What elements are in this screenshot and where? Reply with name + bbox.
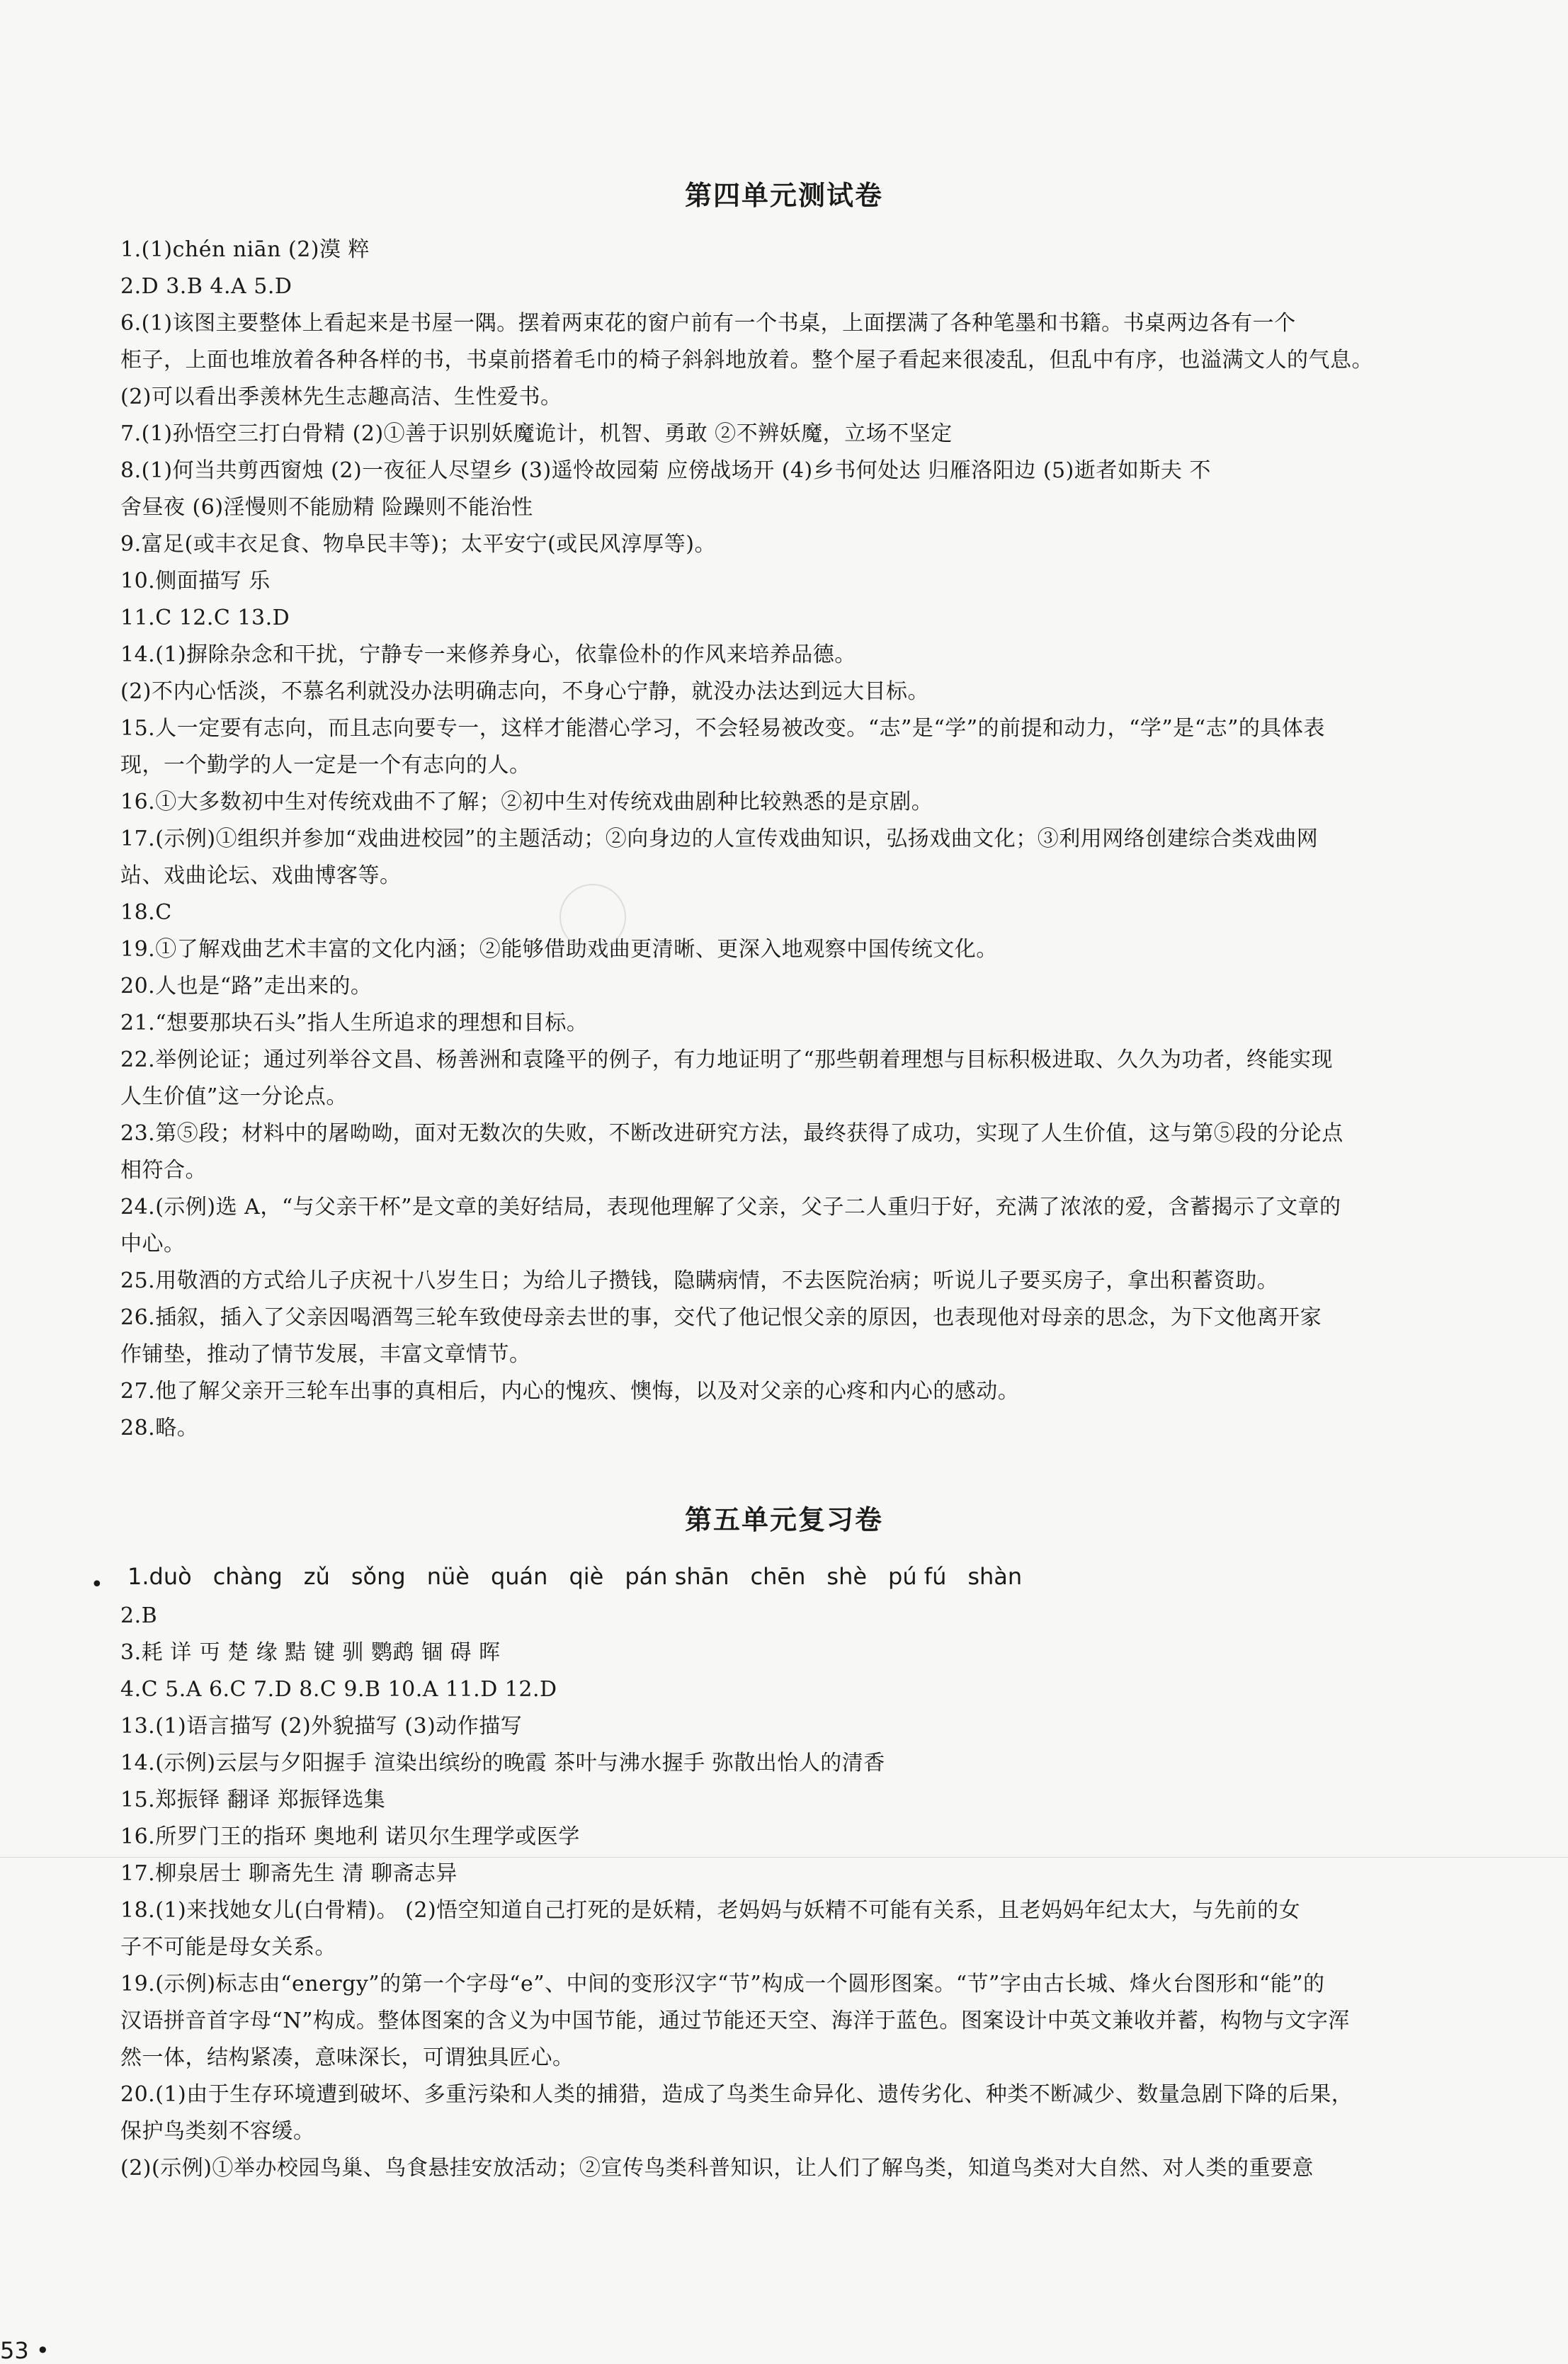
answer-line: 20.人也是“路”走出来的。 (120, 974, 373, 999)
answer-line: 27.他了解父亲开三轮车出事的真相后，内心的愧疚、懊悔，以及对父亲的心疼和内心的感动。 (120, 1379, 1020, 1404)
answer-line: 23.第⑤段；材料中的屠呦呦，面对无数次的失败，不断改进研究方法，最终获得了成功，实现了人生价值，这与第⑤段的分论点 (120, 1121, 1343, 1146)
answer-line: 18.C (120, 900, 172, 925)
answer-line: 21.“想要那块石头”指人生所追求的理想和目标。 (120, 1011, 589, 1035)
pinyin-item: nüè (426, 1563, 470, 1590)
answer-line: 9.富足(或丰衣足食、物阜民丰等)；太平安宁(或民风淳厚等)。 (120, 532, 716, 557)
section-title-unit5: 第五单元复习卷 (684, 1504, 883, 1535)
pinyin-item: chēn (750, 1563, 806, 1590)
pinyin-answer-line (127, 1562, 1043, 1591)
pinyin-item: zǔ (303, 1563, 330, 1590)
answer-line: 15.人一定要有志向，而且志向要专一，这样才能潜心学习，不会轻易被改变。“志”是“学”的前提和动力，“学”是“志”的具体表 (120, 716, 1325, 741)
answer-line: (2)可以看出季羡林先生志趣高洁、生性爱书。 (120, 385, 562, 409)
answer-line: 16.①大多数初中生对传统戏曲不了解；②初中生对传统戏曲剧种比较熟悉的是京剧。 (120, 790, 933, 814)
answer-line: 舍昼夜 (6)淫慢则不能励精 险躁则不能治性 (120, 495, 533, 520)
answer-line: 子不可能是母女关系。 (120, 1935, 336, 1960)
pinyin-item: pú fú (888, 1563, 947, 1590)
answer-line: 22.举例论证；通过列举谷文昌、杨善洲和袁隆平的例子，有力地证明了“那些朝着理想与目标积极进取、久久为功者，终能实现 (120, 1047, 1334, 1072)
answer-line: 2.B (120, 1603, 158, 1628)
answer-line: 柜子，上面也堆放着各种各样的书，书桌前搭着毛巾的椅子斜斜地放着。整个屋子看起来很凌乱，但乱中有序，也溢满文人的气息。 (120, 348, 1373, 373)
section-title-unit4: 第四单元测试卷 (684, 180, 883, 211)
answer-line: 保护鸟类刻不容缓。 (120, 2119, 315, 2144)
answer-line: (2)不内心恬淡，不慕名利就没办法明确志向，不身心宁静，就没办法达到远大目标。 (120, 679, 929, 704)
answer-line: 中心。 (120, 1232, 186, 1256)
answer-line: 相符合。 (120, 1158, 207, 1183)
answer-line: 20.(1)由于生存环境遭到破坏、多重污染和人类的捕猎，造成了鸟类生命异化、遗传劣化、种类不断减少、数量急剧下降的后果， (120, 2082, 1353, 2107)
answer-line: (2)(示例)①举办校园鸟巢、鸟食悬挂安放活动；②宣传鸟类科普知识，让人们了解鸟类，知道鸟类对大自然、对人类的重要意 (120, 2156, 1314, 2181)
answer-line: 26.插叙，插入了父亲因喝酒驾三轮车致使母亲去世的事，交代了他记恨父亲的原因，也表现他对母亲的思念，为下文他离开家 (120, 1305, 1322, 1330)
answer-line: 15.郑振铎 翻译 郑振铎选集 (120, 1788, 386, 1812)
answer-line: 2.D 3.B 4.A 5.D (120, 274, 292, 299)
margin-dot: • (91, 1572, 103, 1597)
answer-line: 14.(1)摒除杂念和干扰，宁静专一来修养身心，依靠俭朴的作风来培养品德。 (120, 642, 856, 667)
answer-line: 14.(示例)云层与夕阳握手 渲染出缤纷的晚霞 茶叶与沸水握手 弥散出怡人的清香 (120, 1751, 885, 1775)
answer-line: 现，一个勤学的人一定是一个有志向的人。 (120, 753, 531, 778)
answer-line: 18.(1)来找她女儿(白骨精)。 (2)悟空知道自己打死的是妖精，老妈妈与妖精不可能有关系，且老妈妈年纪太大，与先前的女 (120, 1898, 1301, 1923)
answer-line: 11.C 12.C 13.D (120, 606, 290, 630)
answer-line: 7.(1)孙悟空三打白骨精 (2)①善于识别妖魔诡计，机智、勇敢 ②不辨妖魔，立场不坚定 (120, 421, 953, 446)
answer-line: 站、戏曲论坛、戏曲博客等。 (120, 863, 402, 888)
watermark-stamp (559, 884, 626, 950)
pinyin-item: pán shān (625, 1563, 729, 1590)
pinyin-item: sǒng (351, 1563, 406, 1590)
answer-line: 16.所罗门王的指环 奥地利 诺贝尔生理学或医学 (120, 1824, 580, 1849)
answer-line: 10.侧面描写 乐 (120, 569, 271, 593)
pinyin-item: chàng (212, 1563, 283, 1590)
answer-line: 17.柳泉居士 聊斋先生 清 聊斋志异 (120, 1861, 458, 1886)
answer-line: 19.(示例)标志由“energy”的第一个字母“e”、中间的变形汉字“节”构成一个圆形图案。“节”字由古长城、烽火台图形和“能”的 (120, 1972, 1325, 1996)
answer-line: 17.(示例)①组织并参加“戏曲进校园”的主题活动；②向身边的人宣传戏曲知识，弘扬戏曲文化；③利用网络创建综合类戏曲网 (120, 826, 1319, 851)
answer-line: 汉语拼音首字母“N”构成。整体图案的含义为中国节能，通过节能还天空、海洋于蓝色。图案设计中英文兼收并蓄，构物与文字浑 (120, 2008, 1350, 2033)
answer-line: 然一体，结构紧凑，意味深长，可谓独具匠心。 (120, 2045, 574, 2070)
answer-line: 作铺垫，推动了情节发展，丰富文章情节。 (120, 1342, 531, 1367)
answer-line: 25.用敬酒的方式给儿子庆祝十八岁生日；为给儿子攒钱，隐瞒病情，不去医院治病；听说儿子要买房子，拿出积蓄资助。 (120, 1268, 1279, 1293)
answer-line: 6.(1)该图主要整体上看起来是书屋一隅。摆着两束花的窗户前有一个书桌，上面摆满了各种笔墨和书籍。书桌两边各有一个 (120, 311, 1296, 336)
answer-line: 28.略。 (120, 1416, 199, 1440)
pinyin-item: qiè (569, 1563, 604, 1590)
pinyin-item: 1.duò (127, 1563, 192, 1590)
pinyin-item: quán (490, 1563, 548, 1590)
answer-line: 3.耗 详 丏 楚 缘 黠 键 驯 鹦鹉 锢 碍 晖 (120, 1640, 501, 1665)
page-number: 53 • (0, 2337, 50, 2364)
pinyin-item: shàn (967, 1563, 1023, 1590)
answer-line: 人生价值”这一分论点。 (120, 1084, 348, 1109)
pinyin-item: shè (826, 1563, 868, 1590)
answer-line: 13.(1)语言描写 (2)外貌描写 (3)动作描写 (120, 1714, 523, 1739)
answer-line: 1.(1)chén niān (2)漠 粹 (120, 237, 370, 262)
answer-line: 24.(示例)选 A，“与父亲干杯”是文章的美好结局，表现他理解了父亲，父子二人重归于好，充满了浓浓的爱，含蓄揭示了文章的 (120, 1195, 1341, 1220)
scan-rule-line (0, 1857, 1568, 1858)
answer-line: 19.①了解戏曲艺术丰富的文化内涵；②能够借助戏曲更清晰、更深入地观察中国传统文化。 (120, 937, 998, 962)
answer-line: 4.C 5.A 6.C 7.D 8.C 9.B 10.A 11.D 12.D (120, 1677, 557, 1702)
answer-line: 8.(1)何当共剪西窗烛 (2)一夜征人尽望乡 (3)遥怜故园菊 应傍战场开 (4)乡书何处达 归雁洛阳边 (5)逝者如斯夫 不 (120, 458, 1211, 483)
